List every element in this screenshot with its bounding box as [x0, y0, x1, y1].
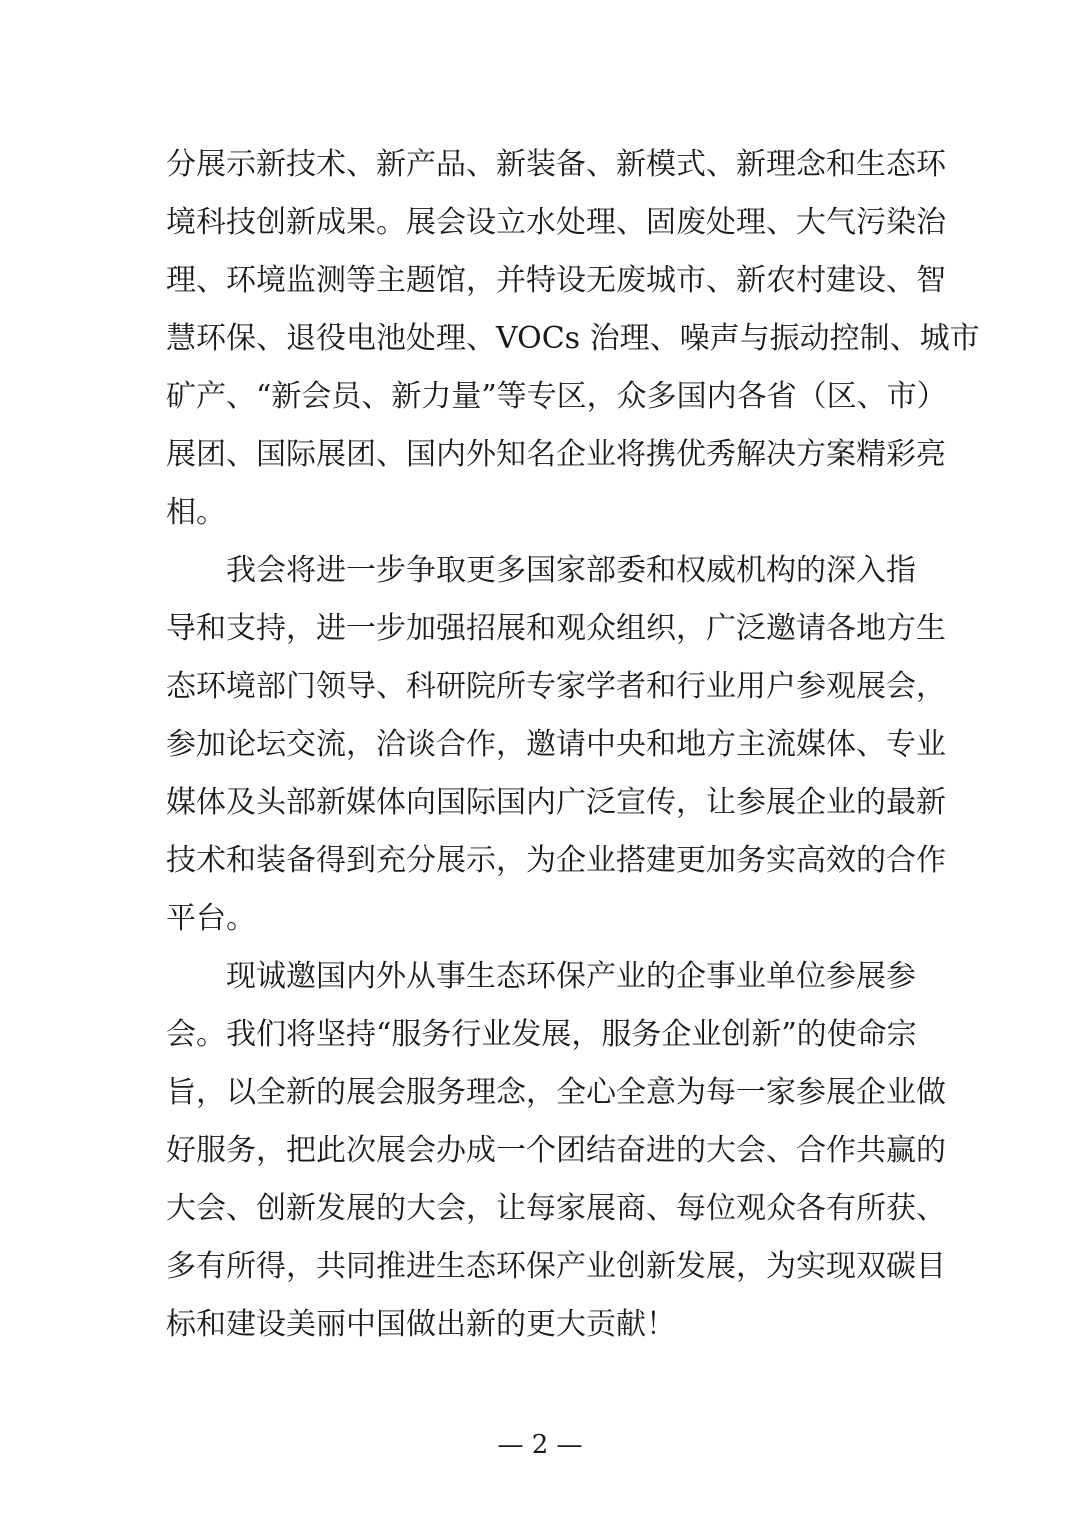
text-line: 好服务，把此次展会办成一个团结奋进的大会、合作共赢的	[166, 1133, 946, 1168]
text-line: 参加论坛交流，洽谈合作，邀请中央和地方主流媒体、专业	[166, 727, 946, 762]
text-line: 矿产、“新会员、新力量”等专区，众多国内各省（区、市）	[166, 379, 947, 414]
text-line: 态环境部门领导、科研院所专家学者和行业用户参观展会，	[166, 669, 946, 704]
text-line: 展团、国际展团、国内外知名企业将携优秀解决方案精彩亮	[166, 437, 946, 472]
text-line: 旨，以全新的展会服务理念，全心全意为每一家参展企业做	[166, 1075, 946, 1110]
text-line: 我会将进一步争取更多国家部委和权威机构的深入指	[166, 553, 916, 588]
text-line: 理、环境监测等主题馆，并特设无废城市、新农村建设、智	[166, 263, 946, 298]
text-line: 相。	[166, 495, 226, 530]
text-line: 会。我们将坚持“服务行业发展，服务企业创新”的使命宗	[166, 1017, 917, 1052]
text-line: 平台。	[166, 901, 256, 936]
text-line: 技术和装备得到充分展示，为企业搭建更加务实高效的合作	[166, 843, 946, 878]
text-line: 媒体及头部新媒体向国际国内广泛宣传，让参展企业的最新	[166, 785, 946, 820]
text-line: 导和支持，进一步加强招展和观众组织，广泛邀请各地方生	[166, 611, 946, 646]
text-line: 现诚邀国内外从事生态环保产业的企事业单位参展参	[166, 959, 916, 994]
body-text	[166, 136, 980, 1354]
text-line: 境科技创新成果。展会设立水处理、固废处理、大气污染治	[166, 205, 946, 240]
page-number: — 2 —	[497, 1430, 583, 1460]
text-line: 标和建设美丽中国做出新的更大贡献！	[166, 1307, 676, 1342]
text-line: 分展示新技术、新产品、新装备、新模式、新理念和生态环	[166, 147, 946, 182]
text-line: 大会、创新发展的大会，让每家展商、每位观众各有所获、	[166, 1191, 946, 1226]
text-line: 多有所得，共同推进生态环保产业创新发展，为实现双碳目	[166, 1249, 946, 1284]
text-line: 慧环保、退役电池处理、VOCs 治理、噪声与振动控制、城市	[166, 321, 980, 356]
